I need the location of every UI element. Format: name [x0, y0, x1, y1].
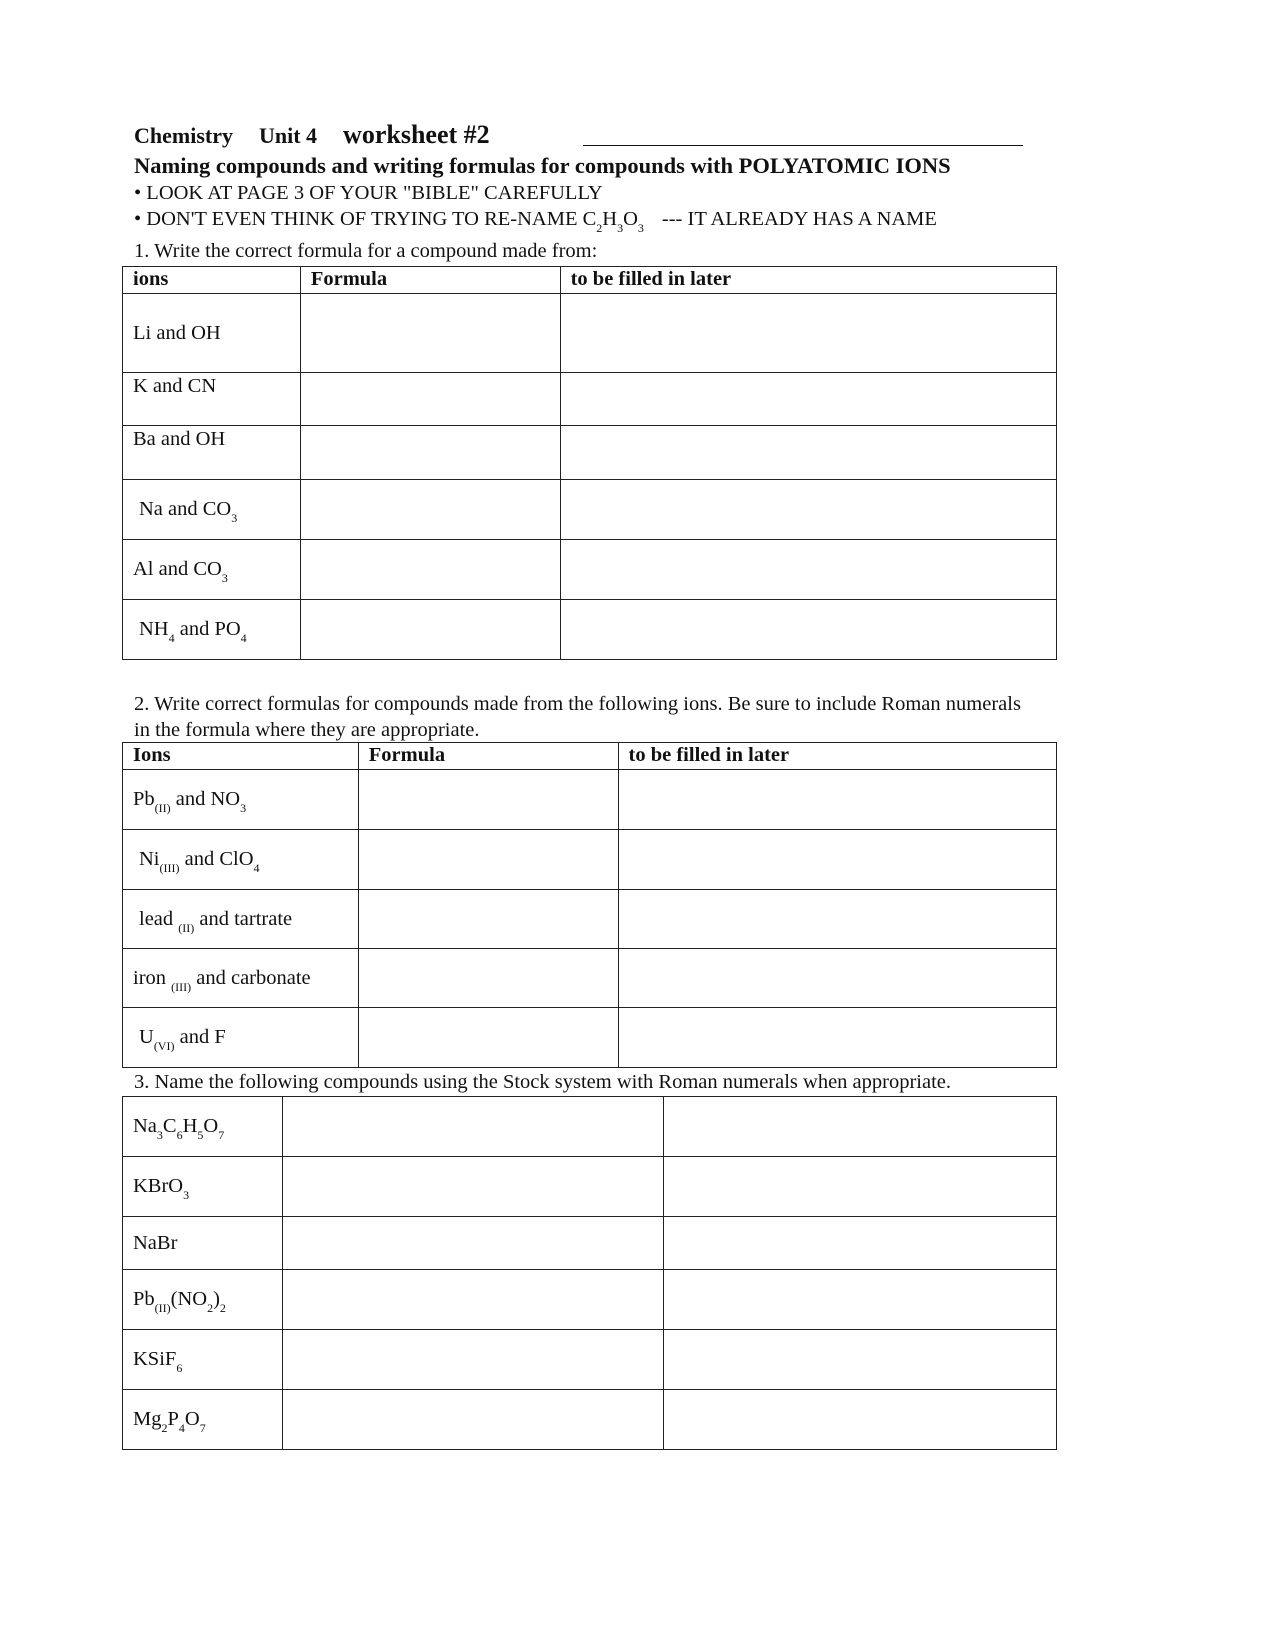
ions-cell: iron $_{(III)}$ and carbonate — [123, 949, 359, 1008]
later-cell[interactable] — [664, 1097, 1057, 1157]
table-row — [123, 540, 1057, 600]
table-row — [123, 1217, 1057, 1270]
bullet-rename: • DON'T EVEN THINK OF TRYING TO RE-NAME $C_2H_3O_3$ --- IT ALREADY HAS A NAME — [134, 208, 937, 235]
name-cell[interactable] — [282, 1330, 664, 1390]
header-ions: ions — [123, 267, 301, 294]
table-row — [123, 1157, 1057, 1217]
compound-cell: KBrO$_3$ — [123, 1157, 283, 1217]
later-cell[interactable] — [560, 480, 1056, 540]
later-cell[interactable] — [560, 294, 1056, 373]
header-later: to be filled in later — [618, 743, 1056, 770]
name-cell[interactable] — [282, 1157, 664, 1217]
worksheet-header — [134, 120, 490, 150]
subtitle: Naming compounds and writing formulas for compounds with POLYATOMIC IONS — [134, 153, 951, 178]
table-row — [123, 480, 1057, 540]
formula-cell[interactable] — [358, 770, 618, 830]
subject-label: Chemistry — [134, 123, 233, 148]
later-cell[interactable] — [560, 426, 1056, 480]
compound-cell: $Na_3C_6H_5O_7$ — [123, 1097, 283, 1157]
ions-cell: Li and OH — [123, 294, 301, 373]
ions-cell: $NH_4$ and $PO_4$ — [123, 600, 301, 660]
ions-cell: Na and $CO_3$ — [123, 480, 301, 540]
unit-label: Unit 4 — [258, 123, 318, 148]
later-cell[interactable] — [664, 1390, 1057, 1450]
header-later: to be filled in later — [560, 267, 1056, 294]
compound-cell: $Mg_2P_4O_7$ — [123, 1390, 283, 1450]
formula-cell[interactable] — [300, 373, 560, 426]
table-row — [123, 426, 1057, 480]
compound-cell: NaBr — [123, 1217, 283, 1270]
header-formula: Formula — [358, 743, 618, 770]
table-header-row — [123, 267, 1057, 294]
table-row — [123, 890, 1057, 949]
table-row — [123, 830, 1057, 890]
table-row — [123, 1390, 1057, 1450]
table-row — [123, 1097, 1057, 1157]
formula-cell[interactable] — [300, 600, 560, 660]
later-cell[interactable] — [664, 1157, 1057, 1217]
later-cell[interactable] — [618, 830, 1056, 890]
name-cell[interactable] — [282, 1097, 664, 1157]
ions-cell: $Pb_{(II)}$ and $NO_3$ — [123, 770, 359, 830]
q3-prompt: 3. Name the following compounds using the Stock system with Roman numerals when appropriate. — [134, 1071, 952, 1093]
name-blank-line[interactable] — [583, 145, 1023, 146]
q2-prompt-line1: 2. Write correct formulas for compounds made from the following ions. Be sure to include Roman numerals — [134, 693, 1021, 715]
q2-table — [122, 742, 1057, 1068]
formula-cell[interactable] — [358, 830, 618, 890]
worksheet-label: worksheet #2 — [343, 120, 490, 149]
formula-cell[interactable] — [300, 426, 560, 480]
table-row — [123, 1330, 1057, 1390]
name-cell[interactable] — [282, 1217, 664, 1270]
table-row — [123, 373, 1057, 426]
formula-cell[interactable] — [300, 480, 560, 540]
later-cell[interactable] — [618, 770, 1056, 830]
later-cell[interactable] — [618, 1008, 1056, 1068]
table-row — [123, 600, 1057, 660]
table-row — [123, 1270, 1057, 1330]
q1-prompt: 1. Write the correct formula for a compound made from: — [134, 240, 598, 262]
header-ions: Ions — [123, 743, 359, 770]
compound-cell: KSiF$_6$ — [123, 1330, 283, 1390]
formula-cell[interactable] — [300, 294, 560, 373]
q3-table — [122, 1096, 1057, 1450]
table-row — [123, 770, 1057, 830]
later-cell[interactable] — [618, 949, 1056, 1008]
ions-cell: Al and $CO_3$ — [123, 540, 301, 600]
table-header-row — [123, 743, 1057, 770]
later-cell[interactable] — [560, 373, 1056, 426]
formula-cell[interactable] — [300, 540, 560, 600]
ions-cell: lead $_{(II)}$ and tartrate — [123, 890, 359, 949]
later-cell[interactable] — [618, 890, 1056, 949]
later-cell[interactable] — [664, 1270, 1057, 1330]
formula-cell[interactable] — [358, 1008, 618, 1068]
ions-cell: $Ni_{(III)}$ and ClO$_4$ — [123, 830, 359, 890]
table-row — [123, 294, 1057, 373]
formula-cell[interactable] — [358, 949, 618, 1008]
later-cell[interactable] — [560, 540, 1056, 600]
later-cell[interactable] — [664, 1330, 1057, 1390]
table-row — [123, 949, 1057, 1008]
name-cell[interactable] — [282, 1270, 664, 1330]
ions-cell: K and CN — [123, 373, 301, 426]
q1-table — [122, 266, 1057, 660]
q2-prompt-line2: in the formula where they are appropriate. — [134, 719, 480, 741]
compound-cell: $Pb_{(II)}(NO_2)_2$ — [123, 1270, 283, 1330]
later-cell[interactable] — [664, 1217, 1057, 1270]
formula-cell[interactable] — [358, 890, 618, 949]
name-cell[interactable] — [282, 1390, 664, 1450]
later-cell[interactable] — [560, 600, 1056, 660]
bullet-bible: • LOOK AT PAGE 3 OF YOUR "BIBLE" CAREFULLY — [134, 182, 603, 204]
ions-cell: $U_{(VI)}$ and F — [123, 1008, 359, 1068]
header-formula: Formula — [300, 267, 560, 294]
table-row — [123, 1008, 1057, 1068]
ions-cell: Ba and OH — [123, 426, 301, 480]
